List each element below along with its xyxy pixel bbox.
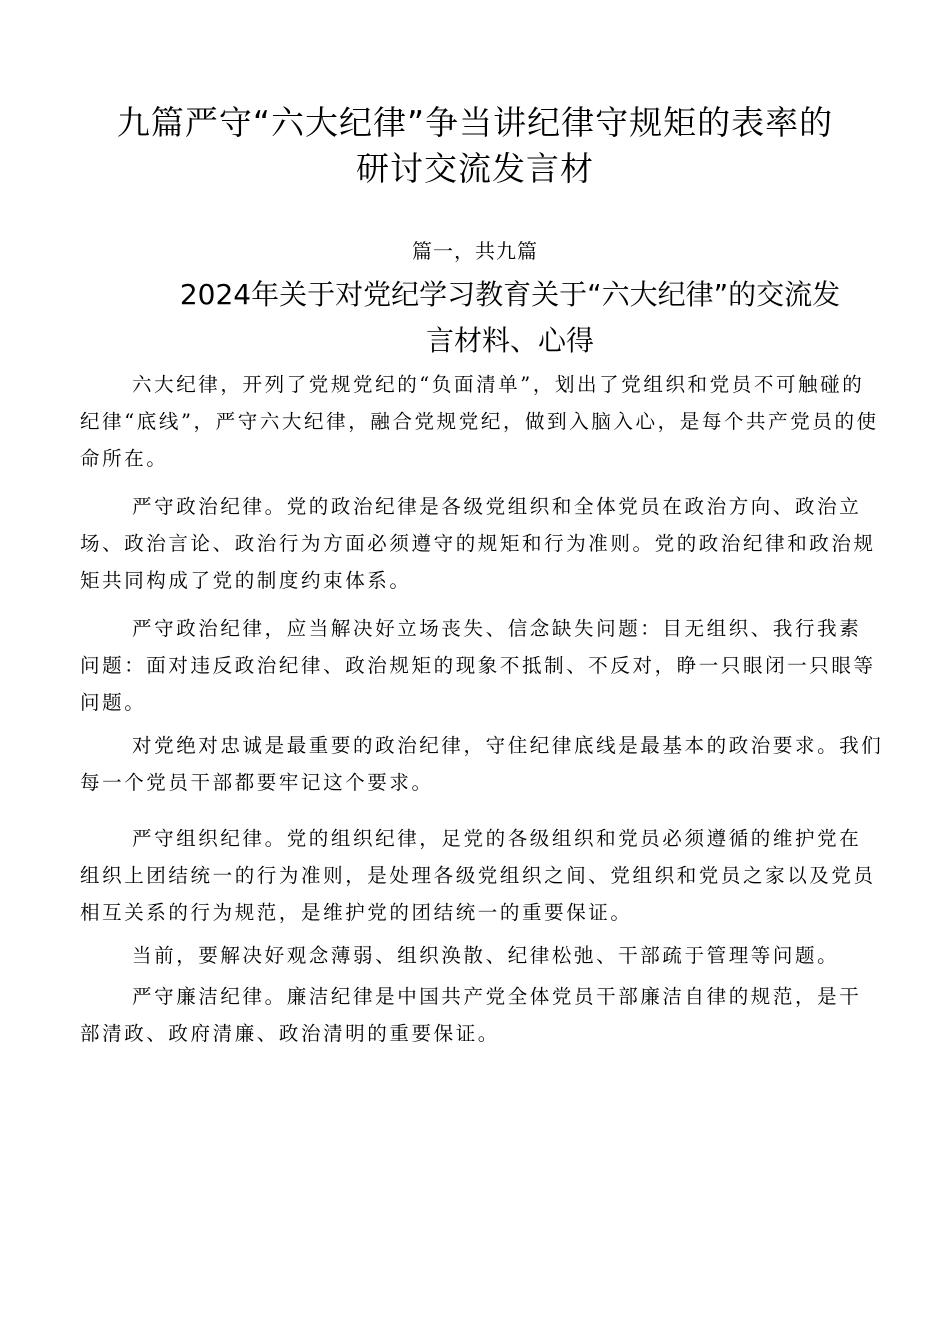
section-label: 篇一，共九篇 xyxy=(412,239,538,263)
document-title-line-2: 研讨交流发言材 xyxy=(356,149,594,188)
paragraph-4: 对党绝对忠诚是最重要的政治纪律，守住纪律底线是最基本的政治要求。我们每一个党员干部都要牢记这个要求。 xyxy=(80,734,884,794)
paragraph-3: 严守政治纪律，应当解决好立场丧失、信念缺失问题：目无组织、我行我素问题：面对违反政治纪律、政治规矩的现象不抵制、不反对，睁一只眼闭一只眼等问题。 xyxy=(80,617,876,714)
article-title-line-1: 2024年关于对党纪学习教育关于“六大纪律”的交流发 xyxy=(179,278,841,311)
paragraph-1: 六大纪律，开列了党规党纪的“负面清单”，划出了党组织和党员不可触碰的纪律“底线”，严守六大纪律，融合党规党纪，做到入脑入心，是每个共产党员的使命所在。 xyxy=(80,373,879,470)
article-title-line-2: 言材料、心得 xyxy=(425,324,594,357)
paragraph-5: 严守组织纪律。党的组织纪律，足党的各级组织和党员必须遵循的维护党在组织上团结统一的行为准则，是处理各级党组织之间、党组织和党员之家以及党员相互关系的行为规范，是维护党的团结统一的重要保证。 xyxy=(80,827,876,924)
paragraph-6: 当前，要解决好观念薄弱、组织涣散、纪律松弛、干部疏于管理等问题。 xyxy=(132,944,840,967)
article-title xyxy=(100,272,920,364)
document-title-line-1: 九篇严守“六大纪律”争当讲纪律守规矩的表率的 xyxy=(116,103,834,142)
paragraph-2: 严守政治纪律。党的政治纪律是各级党组织和全体党员在政治方向、政治立场、政治言论、政治行为方面必须遵守的规矩和行为准则。党的政治纪律和政治规矩共同构成了党的制度约束体系。 xyxy=(80,495,876,592)
document-title xyxy=(40,100,910,192)
paragraph-7: 严守廉洁纪律。廉洁纪律是中国共产党全体党员干部廉洁自律的规范，是干部清政、政府清廉、政治清明的重要保证。 xyxy=(80,985,862,1045)
